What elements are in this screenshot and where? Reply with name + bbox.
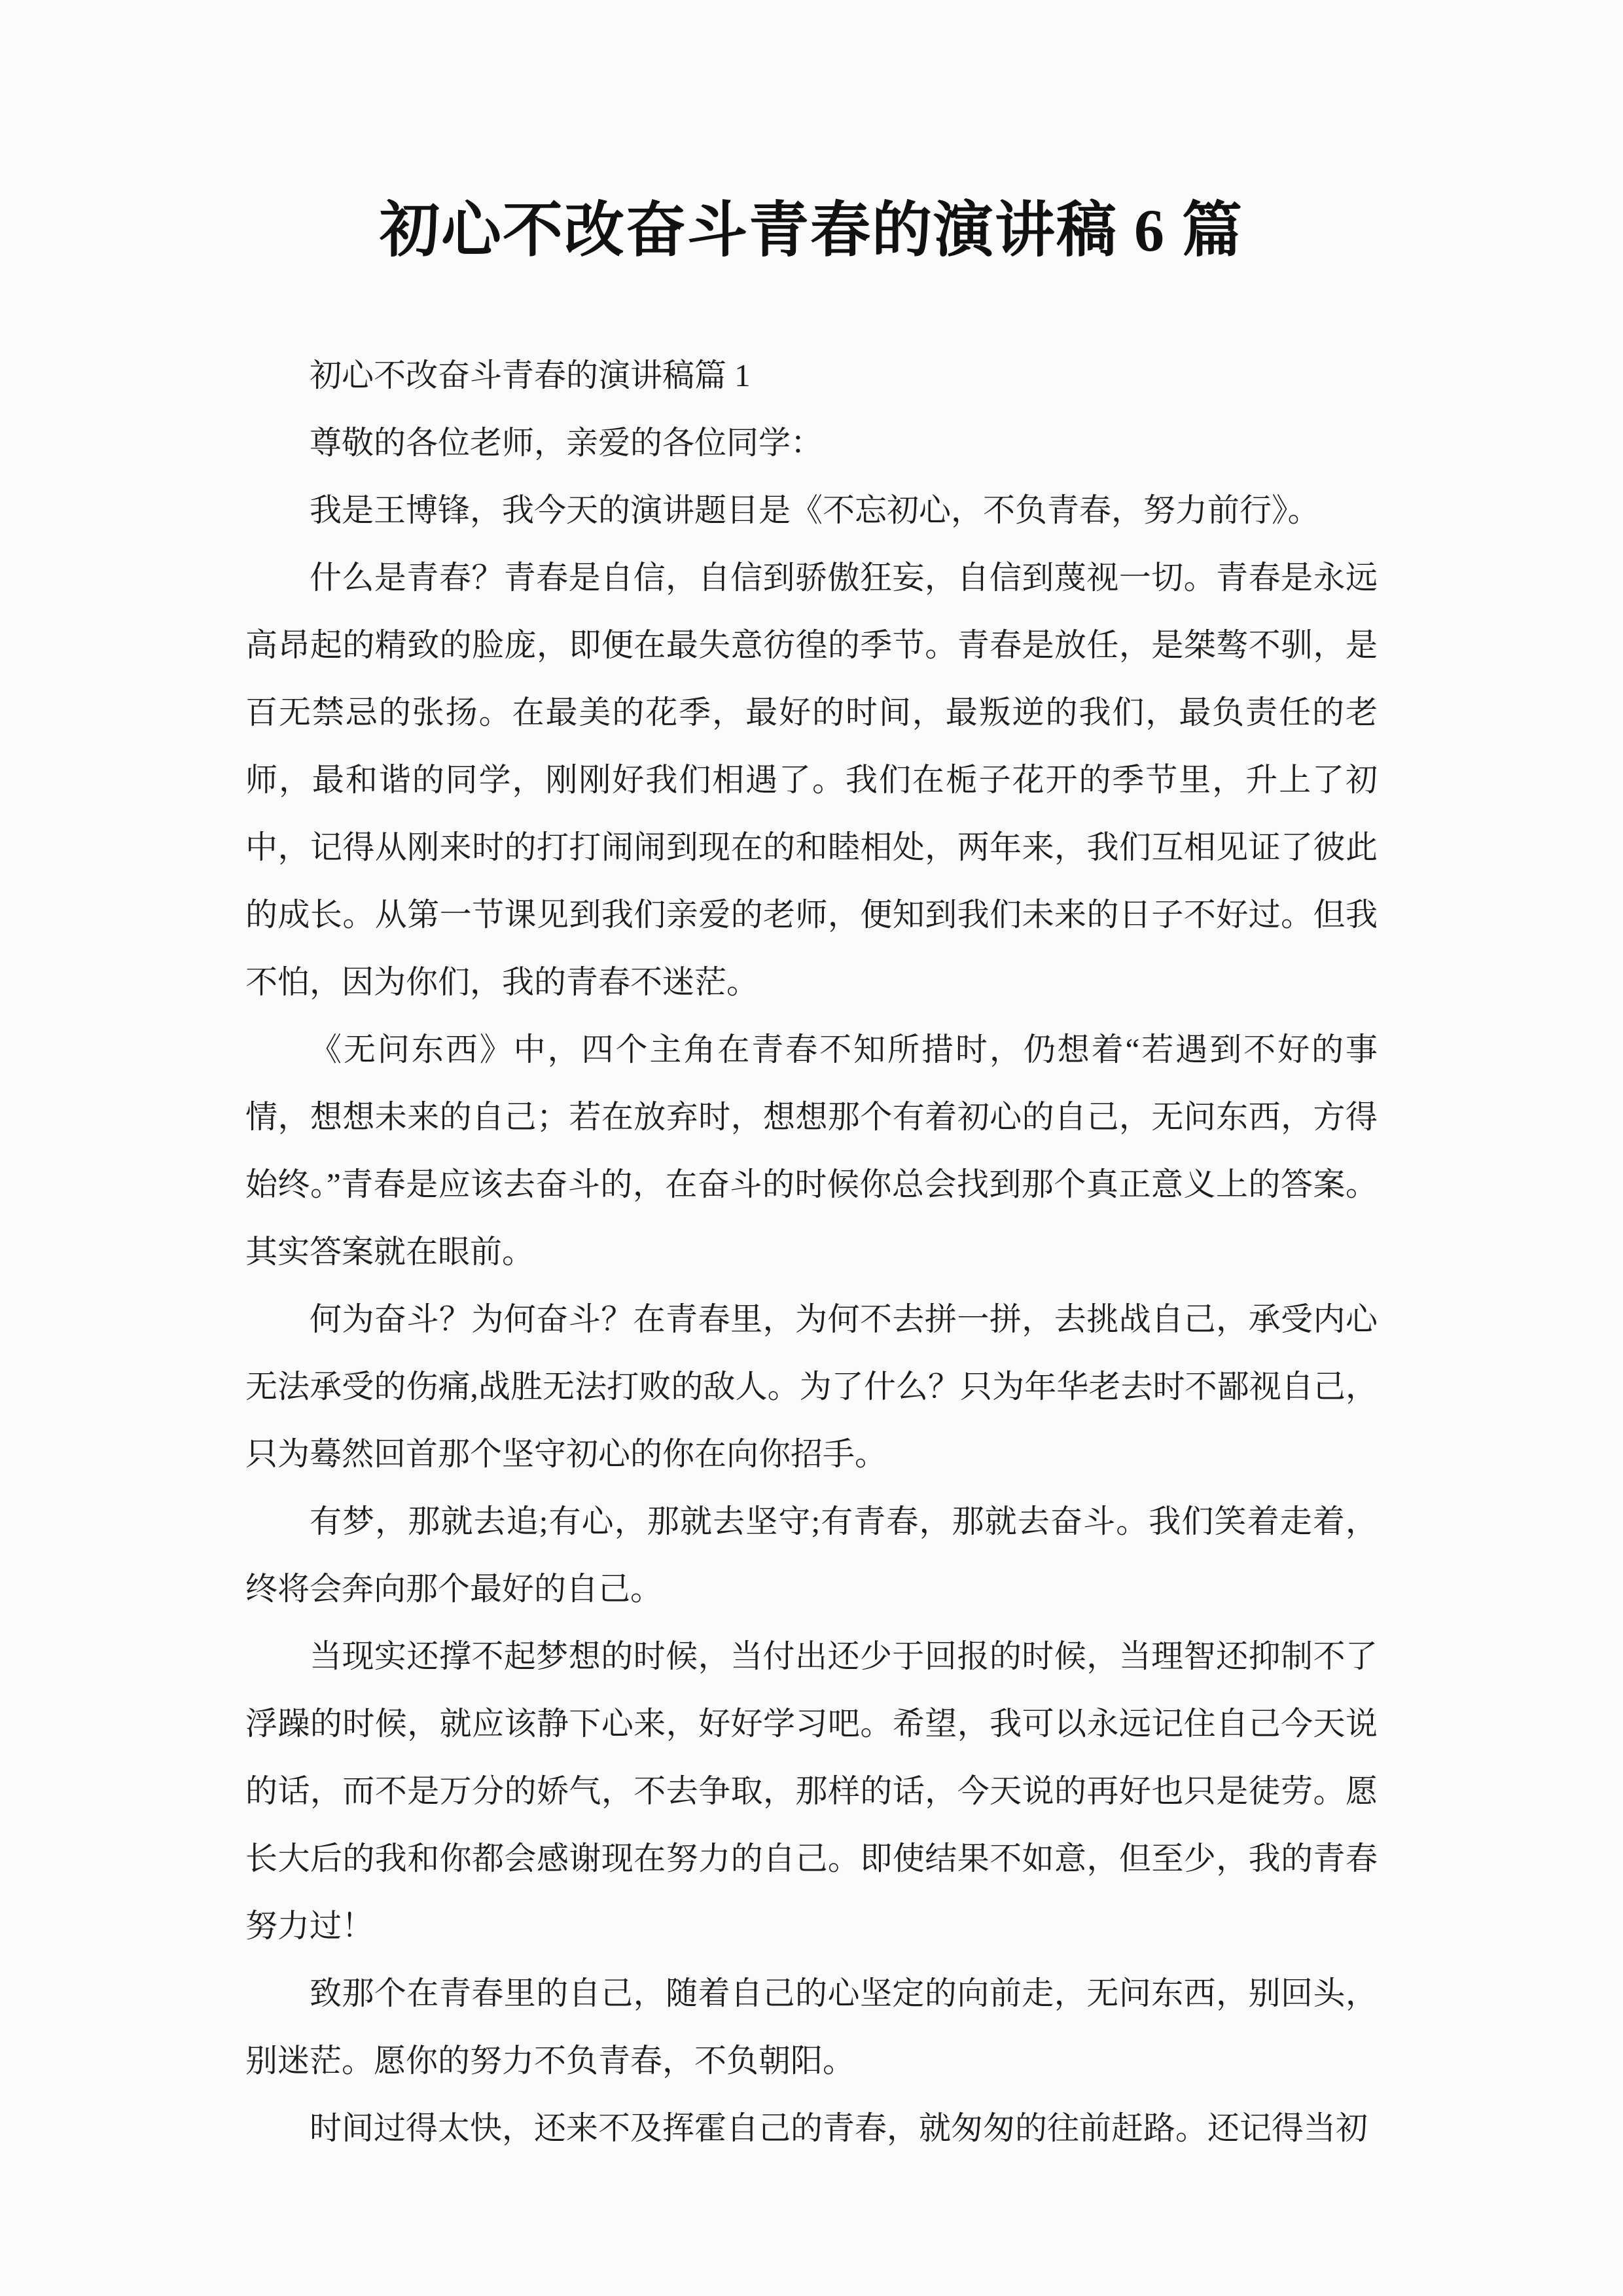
paragraph: 有梦，那就去追;有心，那就去坚守;有青春，那就去奋斗。我们笑着走着，终将会奔向那个最好的自己。 <box>245 1503 1378 1607</box>
paragraph-salutation: 尊敬的各位老师，亲爱的各位同学： <box>310 425 823 461</box>
paragraph: 我是王博锋，我今天的演讲题目是《不忘初心，不负青春，努力前行》。 <box>310 492 1320 528</box>
paragraph: 当现实还撑不起梦想的时候，当付出还少于回报的时候，当理智还抑制不了浮躁的时候，就应该静下心来，好好学习吧。希望，我可以永远记住自己今天说的话，而不是万分的娇气，不去争取，那样的话，今天说的再好也只是徒劳。愿长大后的我和你都会感谢现在努力的自己。即使结果不如意，但至少，我的青春努力过！ <box>245 1638 1378 1944</box>
document-body <box>245 342 1378 2162</box>
document-title: 初心不改奋斗青春的演讲稿 6 篇 <box>379 197 1243 264</box>
paragraph-section-heading: 初心不改奋斗青春的演讲稿篇 1 <box>310 357 751 393</box>
paragraph: 《无问东西》中，四个主角在青春不知所措时，仍想着“若遇到不好的事情，想想未来的自己；若在放弃时，想想那个有着初心的自己，无问东西，方得始终。”青春是应该去奋斗的，在奋斗的时候你总会找到那个真正意义上的答案。其实答案就在眼前。 <box>245 1031 1378 1270</box>
paragraph-last-truncated: 时间过得太快，还来不及挥霍自己的青春，就匆匆的往前赶路。还记得当初 <box>310 2110 1368 2146</box>
paragraph: 何为奋斗？为何奋斗？在青春里，为何不去拼一拼，去挑战自己，承受内心无法承受的伤痛,战胜无法打败的敌人。为了什么？只为年华老去时不鄙视自己，只为蓦然回首那个坚守初心的你在向你招手。 <box>245 1301 1378 1472</box>
paragraph: 什么是青春？青春是自信，自信到骄傲狂妄，自信到蔑视一切。青春是永远高昂起的精致的脸庞，即便在最失意彷徨的季节。青春是放任，是桀骜不驯，是百无禁忌的张扬。在最美的花季，最好的时间，最叛逆的我们，最负责任的老师，最和谐的同学，刚刚好我们相遇了。我们在栀子花开的季节里，升上了初中，记得从刚来时的打打闹闹到现在的和睦相处，两年来，我们互相见证了彼此的成长。从第一节课见到我们亲爱的老师，便知到我们未来的日子不好过。但我不怕，因为你们，我的青春不迷茫。 <box>245 560 1378 1000</box>
paragraph: 致那个在青春里的自己，随着自己的心坚定的向前走，无问东西，别回头，别迷茫。愿你的努力不负青春，不负朝阳。 <box>245 1975 1378 2079</box>
